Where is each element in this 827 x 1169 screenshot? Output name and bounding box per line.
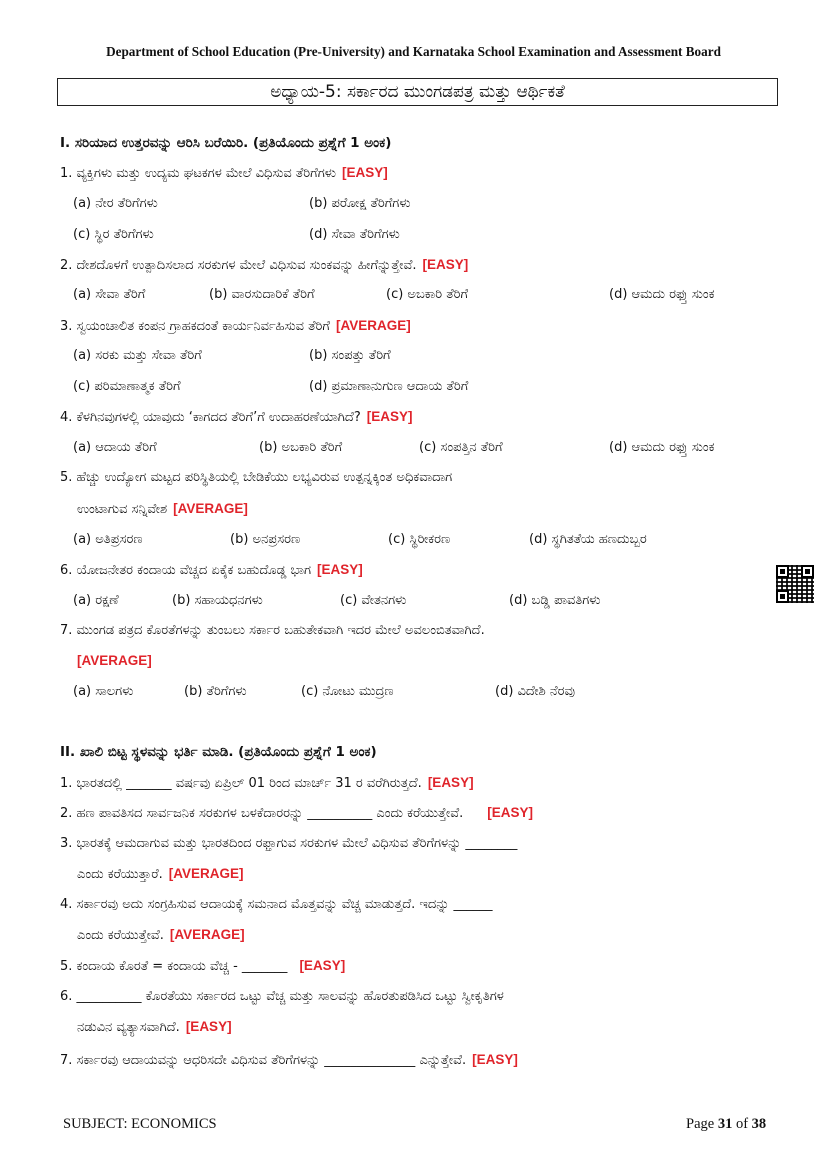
q2-option-b: (b) ವಾರಸುದಾರಿಕೆ ತೆರಿಗೆ	[209, 287, 315, 302]
q2-option-c: (c) ಅಬಕಾರಿ ತೆರಿಗೆ	[386, 287, 469, 302]
fill-blank-4: 4. ಸರ್ಕಾರವು ಅದು ಸಂಗ್ರಹಿಸುವ ಆದಾಯಕ್ಕೆ ಸಮನಾದ ಮೊತ್ತವನ್ನು ವೆಚ್ಚ ಮಾಡುತ್ತದೆ. ಇದನ್ನು ______	[60, 897, 493, 912]
fill-blank-2: 2. ಹಣ ಪಾವತಿಸದ ಸಾರ್ವಜನಿಕ ಸರಕುಗಳ ಬಳಕೆದಾರರನ್ನು __________ ಎಂದು ಕರೆಯುತ್ತೇವೆ. [EASY]	[60, 805, 534, 821]
qr-code	[776, 565, 814, 603]
fill-blank-1: 1. ಭಾರತದಲ್ಲಿ _______ ವರ್ಷವು ಏಪ್ರಿಲ್ 01 ರಿಂದ ಮಾರ್ಚ್ 31 ರ ವರೆಗಿರುತ್ತದೆ. [EASY]	[60, 775, 474, 791]
mcq-question-5: 5. ಹೆಚ್ಚು ಉದ್ಯೋಗ ಮಟ್ಟದ ಪರಿಸ್ಥಿತಿಯಲ್ಲಿ ಬೇಡಿಕೆಯು ಲಭ್ಯವಿರುವ ಉತ್ಪನ್ನಕ್ಕಿಂತ ಅಧಿಕವಾದಾಗ	[60, 470, 453, 485]
q3-option-b: (b) ಸಂಪತ್ತು ತೆರಿಗೆ	[309, 348, 391, 363]
difficulty-tag: [EASY]	[299, 958, 346, 973]
page-number: Page 31 of 38	[686, 1116, 767, 1132]
fill-blank-7: 7. ಸರ್ಕಾರವು ಆದಾಯವನ್ನು ಆಧರಿಸದೇ ವಿಧಿಸುವ ತೆರಿಗೆಗಳನ್ನು ______________ ಎನ್ನುತ್ತೇವೆ. [EASY]	[60, 1052, 518, 1068]
difficulty-tag: [EASY]	[185, 1019, 232, 1034]
q5-option-b: (b) ಅನಪ್ರಸರಣ	[230, 532, 301, 547]
mcq-question-6: 6. ಯೋಜನೇತರ ಕಂದಾಯ ವೆಚ್ಚದ ಏಕೈಕ ಬಹುದೊಡ್ಡ ಭಾಗ [EASY]	[60, 562, 363, 578]
q1-option-c: (c) ಸ್ಥಿರ ತೆರಿಗೆಗಳು	[73, 227, 154, 242]
section-1-heading: I. ಸರಿಯಾದ ಉತ್ತರವನ್ನು ಆರಿಸಿ ಬರೆಯಿರಿ. (ಪ್ರತಿಯೊಂದು ಪ್ರಶ್ನೆಗೆ 1 ಅಂಕ)	[60, 135, 392, 151]
q4-option-c: (c) ಸಂಪತ್ತಿನ ತೆರಿಗೆ	[419, 440, 503, 455]
q7-option-d: (d) ವಿದೇಶಿ ನೆರವು	[495, 684, 576, 699]
fill-blank-3: 3. ಭಾರತಕ್ಕೆ ಆಮದಾಗುವ ಮತ್ತು ಭಾರತದಿಂದ ರಫ್ತಾಗುವ ಸರಕುಗಳ ಮೇಲೆ ವಿಧಿಸುವ ತೆರಿಗೆಗಳನ್ನು ________	[60, 836, 518, 851]
mcq-question-5-cont: ಉಂಟಾಗುವ ಸನ್ನಿವೇಶ [AVERAGE]	[77, 501, 248, 517]
fill-blank-5: 5. ಕಂದಾಯ ಕೊರತೆ = ಕಂದಾಯ ವೆಚ್ಚ - _______ [EASY]	[60, 958, 346, 974]
difficulty-tag: [EASY]	[487, 805, 534, 820]
q1-option-b: (b) ಪರೋಕ್ಷ ತೆರಿಗೆಗಳು	[309, 196, 411, 211]
difficulty-tag: [AVERAGE]	[168, 866, 244, 881]
mcq-question-2: 2. ದೇಶದೊಳಗೆ ಉತ್ಪಾದಿಸಲಾದ ಸರಕುಗಳ ಮೇಲೆ ವಿಧಿಸುವ ಸುಂಕವನ್ನು ಹೀಗೆನ್ನುತ್ತೇವೆ. [EASY]	[60, 257, 469, 273]
q3-option-a: (a) ಸರಕು ಮತ್ತು ಸೇವಾ ತೆರಿಗೆ	[73, 348, 202, 363]
chapter-title: ಅಧ್ಯಾಯ-5: ಸರ್ಕಾರದ ಮುಂಗಡಪತ್ರ ಮತ್ತು ಆರ್ಥಿಕತೆ	[57, 78, 778, 106]
q7-option-a: (a) ಸಾಲಗಳು	[73, 684, 134, 699]
fill-blank-3-cont: ಎಂದು ಕರೆಯುತ್ತಾರೆ. [AVERAGE]	[77, 866, 244, 882]
difficulty-tag: [EASY]	[341, 165, 388, 180]
fill-blank-4-cont: ಎಂದು ಕರೆಯುತ್ತೇವೆ. [AVERAGE]	[77, 927, 245, 943]
mcq-question-7: 7. ಮುಂಗಡ ಪತ್ರದ ಕೊರತೆಗಳನ್ನು ತುಂಬಲು ಸರ್ಕಾರ ಬಹುತೇಕವಾಗಿ ಇದರ ಮೇಲೆ ಅವಲಂಬಿತವಾಗಿದೆ.	[60, 623, 485, 638]
q5-option-d: (d) ಸ್ಥಗಿತತೆಯ ಹಣದುಬ್ಬರ	[529, 532, 647, 547]
mcq-question-4: 4. ಕೆಳಗಿನವುಗಳಲ್ಲಿ ಯಾವುದು ‘ಕಾಗದದ ತೆರಿಗೆ’ಗೆ ಉದಾಹರಣೆಯಾಗಿದೆ? [EASY]	[60, 409, 413, 425]
q5-option-a: (a) ಅತಿಪ್ರಸರಣ	[73, 532, 143, 547]
q6-option-c: (c) ವೇತನಗಳು	[340, 593, 407, 608]
difficulty-tag: [EASY]	[427, 775, 474, 790]
q6-option-b: (b) ಸಹಾಯಧನಗಳು	[172, 593, 263, 608]
q5-option-c: (c) ಸ್ಥಿರೀಕರಣ	[388, 532, 451, 547]
q7-option-c: (c) ನೋಟು ಮುದ್ರಣ	[301, 684, 394, 699]
q4-option-a: (a) ಆದಾಯ ತೆರಿಗೆ	[73, 440, 157, 455]
difficulty-tag: [AVERAGE]	[173, 501, 248, 516]
q6-option-d: (d) ಬಡ್ಡಿ ಪಾವತಿಗಳು	[509, 593, 601, 608]
difficulty-tag: [EASY]	[422, 257, 469, 272]
difficulty-tag: [AVERAGE]	[335, 318, 411, 333]
difficulty-tag: [EASY]	[316, 562, 363, 577]
difficulty-tag: [AVERAGE]	[169, 927, 245, 942]
q4-option-b: (b) ಅಬಕಾರಿ ತೆರಿಗೆ	[259, 440, 343, 455]
section-2-heading: II. ಖಾಲಿ ಬಿಟ್ಟ ಸ್ಥಳವನ್ನು ಭರ್ತಿ ಮಾಡಿ. (ಪ್ರತಿಯೊಂದು ಪ್ರಶ್ನೆಗೆ 1 ಅಂಕ)	[60, 744, 377, 760]
difficulty-tag: [EASY]	[472, 1052, 518, 1067]
q1-option-a: (a) ನೇರ ತೆರಿಗೆಗಳು	[73, 196, 158, 211]
mcq-question-1: 1. ವ್ಯಕ್ತಿಗಳು ಮತ್ತು ಉದ್ಯಮ ಘಟಕಗಳ ಮೇಲೆ ವಿಧಿಸುವ ತೆರಿಗೆಗಳು [EASY]	[60, 165, 388, 181]
q3-option-c: (c) ಪರಿಮಾಣಾತ್ಮಕ ತೆರಿಗೆ	[73, 379, 181, 394]
q6-option-a: (a) ರಕ್ಷಣೆ	[73, 593, 119, 608]
mcq-question-3: 3. ಸ್ವಯಂಚಾಲಿತ ಕಂಪನ ಗ್ರಾಹಕದಂತೆ ಕಾರ್ಯನಿರ್ವಹಿಸುವ ತೆರಿಗೆ [AVERAGE]	[60, 318, 411, 334]
mcq-question-7-cont	[77, 652, 152, 671]
difficulty-tag: [AVERAGE]	[77, 653, 152, 668]
board-header: Department of School Education (Pre-University) and Karnataka School Examination and Assessment Board	[106, 44, 721, 59]
q2-option-d: (d) ಆಮದು ರಫ್ತು ಸುಂಕ	[609, 287, 715, 302]
q7-option-b: (b) ತೆರಿಗೆಗಳು	[184, 684, 247, 699]
fill-blank-6: 6. __________ ಕೊರತೆಯು ಸರ್ಕಾರದ ಒಟ್ಟು ವೆಚ್ಚ ಮತ್ತು ಸಾಲವನ್ನು ಹೊರತುಪಡಿಸಿದ ಒಟ್ಟು ಸ್ವೀಕೃತಿಗಳ	[60, 989, 504, 1004]
q2-option-a: (a) ಸೇವಾ ತೆರಿಗೆ	[73, 287, 146, 302]
footer-subject: SUBJECT: ECONOMICS	[63, 1116, 217, 1132]
q1-option-d: (d) ಸೇವಾ ತೆರಿಗೆಗಳು	[309, 227, 400, 242]
q4-option-d: (d) ಆಮದು ರಫ್ತು ಸುಂಕ	[609, 440, 715, 455]
fill-blank-6-cont: ನಡುವಿನ ವ್ಯತ್ಯಾಸವಾಗಿದೆ. [EASY]	[77, 1019, 232, 1035]
q3-option-d: (d) ಪ್ರಮಾಣಾನುಗುಣ ಆದಾಯ ತೆರಿಗೆ	[309, 379, 469, 394]
difficulty-tag: [EASY]	[366, 409, 413, 424]
